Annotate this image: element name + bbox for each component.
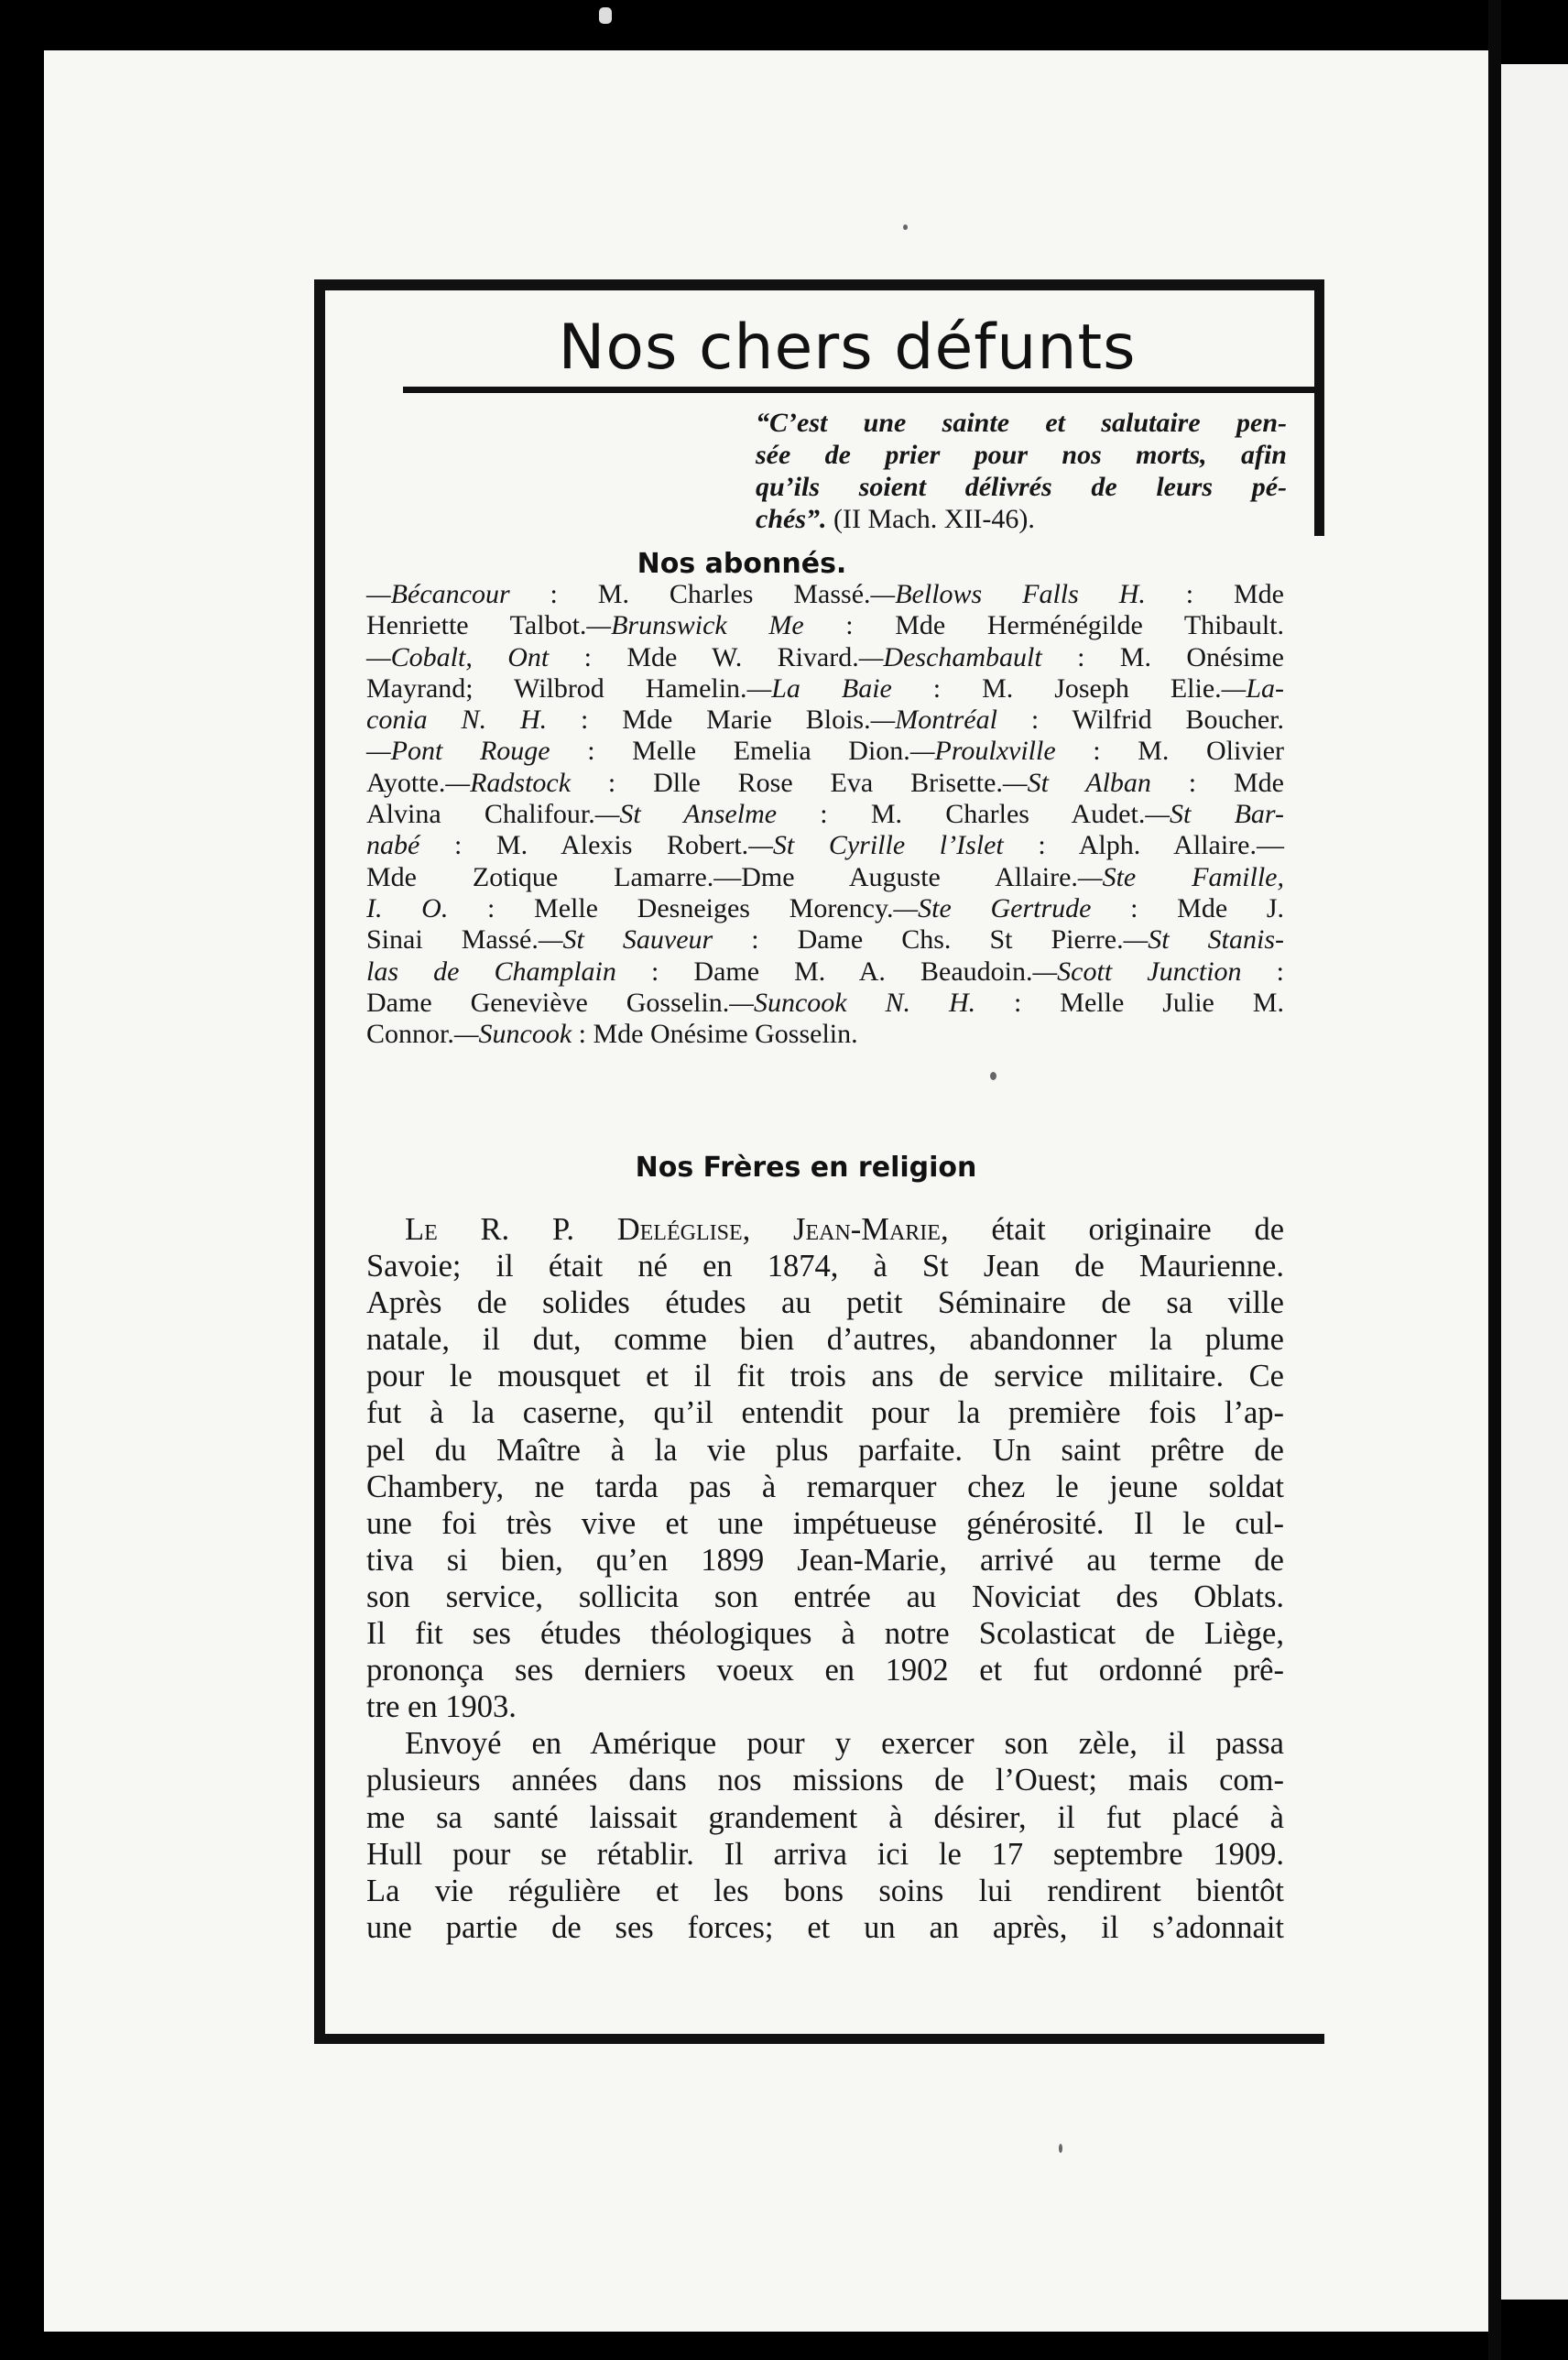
abonnes-list bbox=[366, 579, 1284, 1050]
abonnes-line bbox=[366, 736, 1284, 767]
facing-page-edge bbox=[1501, 64, 1568, 2300]
abonnes-line bbox=[366, 673, 1284, 705]
place-name: —Ste Gertrude bbox=[893, 892, 1092, 923]
subscriber-name: : bbox=[1241, 956, 1284, 987]
binding-shadow bbox=[1488, 0, 1501, 2360]
subscriber-name: : M. Onésime bbox=[1041, 641, 1284, 672]
obituary-line: pour le mousquet et il fit trois ans de service militaire. Ce bbox=[366, 1359, 1284, 1394]
place-name: —St Cyrille l’Islet bbox=[748, 830, 1004, 861]
place-name: —La- bbox=[1221, 672, 1284, 704]
section-heading-abonnes: Nos abonnés. bbox=[637, 548, 847, 580]
place-name: —La Baie bbox=[746, 672, 892, 704]
subscriber-name: : Mde Herménégilde Thibault. bbox=[803, 610, 1285, 641]
subscriber-name: Alvina Chalifour. bbox=[366, 799, 595, 830]
obituary-line: plusieurs années dans nos missions de l’Ouest; mais com- bbox=[366, 1763, 1284, 1798]
obituary-name: Deléglise, Jean-Marie, bbox=[616, 1212, 949, 1247]
subscriber-name: : Dame M. A. Beaudoin. bbox=[615, 956, 1033, 987]
subscriber-name: : Dlle Rose Eva Brisette. bbox=[571, 767, 1003, 798]
subscriber-name: : Alph. Allaire.— bbox=[1003, 830, 1284, 861]
obituary-line: La vie régulière et les bons soins lui rendirent bientôt bbox=[366, 1873, 1284, 1908]
place-name: —St Sauveur bbox=[538, 924, 713, 956]
abonnes-line bbox=[366, 768, 1284, 799]
place-name: —Suncook N. H. bbox=[729, 987, 976, 1018]
subscriber-name: Mde Zotique Lamarre.—Dme Auguste Allaire. bbox=[366, 861, 1078, 892]
place-name: —Scott Junction bbox=[1032, 956, 1242, 987]
subscriber-name: : Mde Marie Blois. bbox=[547, 705, 871, 736]
subscriber-name: : Melle Emelia Dion. bbox=[550, 736, 910, 767]
print-speck bbox=[990, 1072, 996, 1080]
obituary-line: Après de solides études au petit Séminaire de sa ville bbox=[366, 1285, 1284, 1321]
abonnes-line bbox=[366, 988, 1284, 1019]
obituary-line: prononça ses derniers voeux en 1902 et fut ordonné prê- bbox=[366, 1653, 1284, 1688]
obituary-line: Il fit ses études théologiques à notre Scolasticat de Liège, bbox=[366, 1616, 1284, 1652]
place-name: conia N. H. bbox=[366, 705, 548, 736]
section-heading-freres: Nos Frères en religion bbox=[635, 1152, 977, 1184]
obituary-le: Le bbox=[405, 1212, 438, 1247]
obituary-line: Chambery, ne tarda pas à remarquer chez le jeune soldat bbox=[366, 1469, 1284, 1504]
scan-speck bbox=[599, 7, 612, 24]
subscriber-name: : Mde J. bbox=[1091, 892, 1285, 923]
place-name: —Cobalt, Ont bbox=[366, 641, 550, 672]
place-name: —St Stanis- bbox=[1123, 924, 1284, 956]
frame-bottom-border bbox=[321, 2034, 1324, 2044]
abonnes-line bbox=[366, 893, 1284, 924]
obituary-paragraph-2 bbox=[366, 1725, 1284, 1946]
obituary-first-line bbox=[366, 1211, 1284, 1248]
obituary-line: son service, sollicita son entrée au Noviciat des Oblats. bbox=[366, 1579, 1284, 1614]
obituary-line: tiva si bien, qu’en 1899 Jean-Marie, arrivé au terme de bbox=[366, 1542, 1284, 1578]
place-name: —St Bar- bbox=[1145, 799, 1284, 830]
place-name: —Suncook bbox=[453, 1019, 572, 1050]
epigraph-line: qu’ils soient délivrés de leurs pé- bbox=[756, 472, 1287, 502]
abonnes-line bbox=[366, 705, 1284, 736]
place-name: —Proulxville bbox=[909, 736, 1056, 767]
epigraph-end: chés”. bbox=[756, 504, 827, 534]
place-name: —Deschambault bbox=[858, 641, 1042, 672]
obituary-line: une foi très vive et une impétueuse générosité. Il le cul- bbox=[366, 1505, 1284, 1541]
obituary-line: natale, il dut, comme bien d’autres, abandonner la plume bbox=[366, 1322, 1284, 1358]
abonnes-line bbox=[366, 642, 1284, 673]
epigraph-line: “C’est une sainte et salutaire pen- bbox=[756, 408, 1287, 438]
print-speck bbox=[903, 224, 908, 230]
subscriber-name: Dame Geneviève Gosselin. bbox=[366, 987, 730, 1018]
obituary-line: tre en 1903. bbox=[366, 1689, 517, 1725]
place-name: nabé bbox=[366, 830, 420, 861]
subscriber-name: : M. Alexis Robert. bbox=[419, 830, 749, 861]
obituary-text bbox=[366, 1211, 1284, 1946]
abonnes-line bbox=[366, 1019, 1284, 1050]
obituary-line: fut à la caserne, qu’il entendit pour la première fois l’ap- bbox=[366, 1395, 1284, 1431]
subscriber-name: Sinai Massé. bbox=[366, 924, 539, 956]
place-name: —Ste Famille, bbox=[1077, 861, 1284, 892]
place-name: las de Champlain bbox=[366, 956, 616, 987]
obituary-paragraph-1 bbox=[366, 1248, 1284, 1725]
abonnes-line bbox=[366, 610, 1284, 641]
subscriber-name: Mayrand; Wilbrod Hamelin. bbox=[366, 672, 747, 704]
subscriber-name: : Mde bbox=[1150, 767, 1284, 798]
place-name: —Bellows Falls H. bbox=[870, 579, 1146, 609]
obituary-line: Hull pour se rétablir. Il arriva ici le 17 septembre 1909. bbox=[366, 1836, 1284, 1872]
subscriber-name: : M. Charles Audet. bbox=[777, 799, 1146, 830]
subscriber-name: : Wilfrid Boucher. bbox=[996, 705, 1284, 736]
epigraph-lines bbox=[756, 407, 1287, 503]
page-title: Nos chers défunts bbox=[558, 311, 1137, 384]
subscriber-name: : Melle Julie M. bbox=[975, 987, 1284, 1018]
print-speck bbox=[1059, 2144, 1062, 2153]
subscriber-name: : Melle Desneiges Morency. bbox=[448, 892, 894, 923]
place-name: —Bécancour bbox=[366, 579, 510, 609]
place-name: —Radstock bbox=[445, 767, 572, 798]
obituary-line: une partie de ses forces; et un an après, il s’adonnait bbox=[366, 1909, 1284, 1945]
obituary-title: R. P. bbox=[437, 1212, 617, 1247]
obituary-first-rest: était originaire de bbox=[948, 1212, 1285, 1247]
abonnes-line bbox=[366, 862, 1284, 893]
place-name: —Montréal bbox=[870, 705, 997, 736]
subscriber-name: : Mde W. Rivard. bbox=[549, 641, 859, 672]
obituary-line: Savoie; il était né en 1874, à St Jean de Maurienne. bbox=[366, 1249, 1284, 1284]
subscriber-name: Henriette Talbot. bbox=[366, 610, 587, 641]
frame-top-border bbox=[314, 279, 1323, 290]
subscriber-name: : M. Charles Massé. bbox=[509, 579, 871, 609]
frame-left-border bbox=[314, 279, 325, 2044]
place-name: —St Alban bbox=[1002, 767, 1151, 798]
place-name: —Pont Rouge bbox=[366, 736, 550, 767]
epigraph-line: sée de prier pour nos morts, afin bbox=[756, 440, 1287, 470]
epigraph-last-line bbox=[756, 503, 1287, 535]
epigraph bbox=[756, 407, 1287, 535]
place-name: I. O. bbox=[366, 892, 449, 923]
abonnes-line bbox=[366, 830, 1284, 861]
subscriber-name: : Dame Chs. St Pierre. bbox=[713, 924, 1124, 956]
obituary-line: pel du Maître à la vie plus parfaite. Un saint prêtre de bbox=[366, 1432, 1284, 1468]
obituary-line: Envoyé en Amérique pour y exercer son zèle, il passa bbox=[405, 1726, 1284, 1762]
place-name: —St Anselme bbox=[594, 799, 778, 830]
title-underline bbox=[403, 387, 1323, 393]
subscriber-name: Connor. bbox=[366, 1019, 454, 1050]
abonnes-line bbox=[366, 956, 1284, 988]
place-name: —Brunswick Me bbox=[586, 610, 804, 641]
abonnes-line bbox=[366, 799, 1284, 830]
epigraph-reference: (II Mach. XII-46). bbox=[826, 504, 1035, 534]
obituary-line: me sa santé laissait grandement à désirer, il fut placé à bbox=[366, 1799, 1284, 1835]
subscriber-name: Ayotte. bbox=[366, 767, 446, 798]
abonnes-line bbox=[366, 924, 1284, 956]
abonnes-line bbox=[366, 579, 1284, 610]
subscriber-name: : Mde bbox=[1145, 579, 1284, 609]
subscriber-name: : M. Joseph Elie. bbox=[891, 672, 1222, 704]
subscriber-name: : Mde Onésime Gosselin. bbox=[572, 1019, 858, 1050]
subscriber-name: : M. Olivier bbox=[1055, 736, 1284, 767]
